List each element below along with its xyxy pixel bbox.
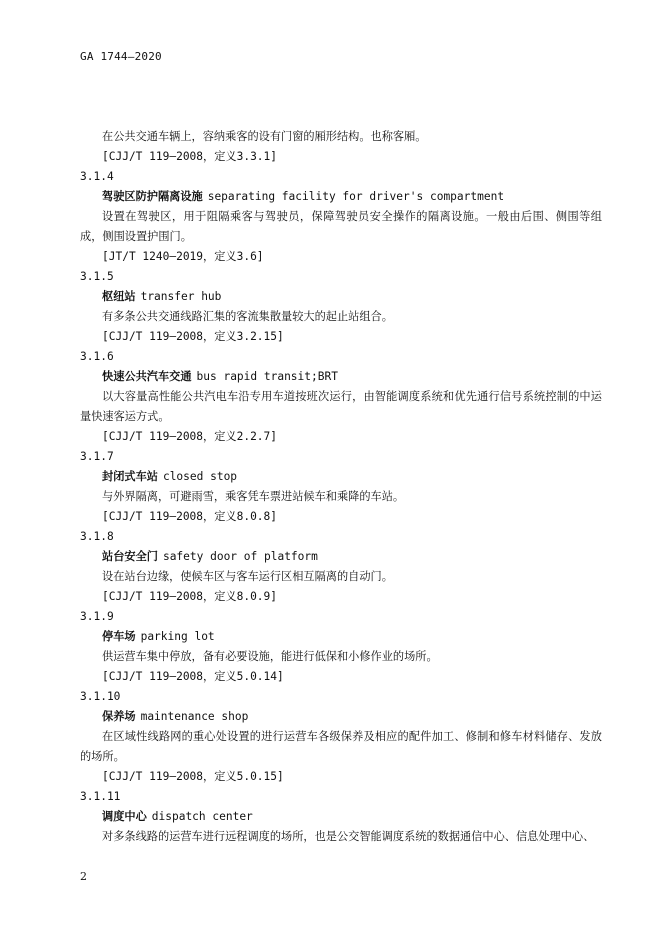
source-reference: [CJJ/T 119—2008，定义8.0.8] bbox=[102, 510, 278, 523]
source-reference: [CJJ/T 119—2008，定义3.2.15] bbox=[102, 330, 284, 343]
term-heading bbox=[80, 707, 602, 727]
term-number: 3.1.7 bbox=[80, 450, 114, 463]
definition-text: 在区域性线路网的重心处设置的进行运营车各级保养及相应的配件加工、修制和修车材料储存、发放的场所。 bbox=[80, 730, 602, 763]
term-english: parking lot bbox=[140, 630, 215, 643]
source-reference: [CJJ/T 119—2008，定义5.0.15] bbox=[102, 770, 284, 783]
definition-text: 设在站台边缘，使候车区与客车运行区相互隔离的自动门。 bbox=[102, 570, 393, 583]
term-english: maintenance shop bbox=[140, 710, 249, 723]
page-number: 2 bbox=[80, 870, 87, 883]
term-number: 3.1.10 bbox=[80, 690, 121, 703]
definition-text: 有多条公共交通线路汇集的客流集散量较大的起止站组合。 bbox=[102, 310, 393, 323]
definition-text: 在公共交通车辆上，容纳乘客的设有门窗的厢形结构。也称客厢。 bbox=[102, 130, 427, 143]
term-heading bbox=[80, 287, 602, 307]
term-chinese: 站台安全门 bbox=[102, 550, 158, 563]
source-reference: [JT/T 1240—2019，定义3.6] bbox=[102, 250, 264, 263]
term-english: safety door of platform bbox=[162, 550, 318, 563]
term-chinese: 快速公共汽车交通 bbox=[102, 370, 192, 383]
definition-text: 对多条线路的运营车进行远程调度的场所，也是公交智能调度系统的数据通信中心、信息处理中心、 bbox=[102, 830, 595, 843]
term-chinese: 停车场 bbox=[102, 630, 136, 643]
term-chinese: 驾驶区防护隔离设施 bbox=[102, 190, 203, 203]
term-number: 3.1.5 bbox=[80, 270, 114, 283]
term-chinese: 封闭式车站 bbox=[102, 470, 158, 483]
terms-section bbox=[80, 127, 602, 847]
term-number: 3.1.6 bbox=[80, 350, 114, 363]
term-chinese: 保养场 bbox=[102, 710, 136, 723]
term-heading bbox=[80, 627, 602, 647]
term-english: transfer hub bbox=[140, 290, 222, 303]
definition-text: 供运营车集中停放，备有必要设施，能进行低保和小修作业的场所。 bbox=[102, 650, 438, 663]
document-id-header: GA 1744—2020 bbox=[80, 50, 162, 63]
term-heading bbox=[80, 187, 602, 207]
term-number: 3.1.4 bbox=[80, 170, 114, 183]
definition-text: 与外界隔离，可避雨雪，乘客凭车票进站候车和乘降的车站。 bbox=[102, 490, 405, 503]
source-reference: [CJJ/T 119—2008，定义5.0.14] bbox=[102, 670, 284, 683]
term-number: 3.1.8 bbox=[80, 530, 114, 543]
term-chinese: 枢纽站 bbox=[102, 290, 136, 303]
term-number: 3.1.9 bbox=[80, 610, 114, 623]
term-english: bus rapid transit;BRT bbox=[196, 370, 338, 383]
source-reference: [CJJ/T 119—2008，定义8.0.9] bbox=[102, 590, 278, 603]
term-english: separating facility for driver's compartment bbox=[207, 190, 505, 203]
term-english: dispatch center bbox=[151, 810, 253, 823]
definition-text: 以大容量高性能公共汽电车沿专用车道按班次运行，由智能调度系统和优先通行信号系统控制的中运量快速客运方式。 bbox=[80, 390, 602, 423]
source-reference: [CJJ/T 119—2008，定义3.3.1] bbox=[102, 150, 278, 163]
term-chinese: 调度中心 bbox=[102, 810, 147, 823]
term-heading bbox=[80, 547, 602, 567]
term-english: closed stop bbox=[162, 470, 238, 483]
term-number: 3.1.11 bbox=[80, 790, 121, 803]
term-heading bbox=[80, 807, 602, 827]
source-reference: [CJJ/T 119—2008，定义2.2.7] bbox=[102, 430, 278, 443]
term-heading bbox=[80, 467, 602, 487]
term-heading bbox=[80, 367, 602, 387]
definition-text: 设置在驾驶区，用于阻隔乘客与驾驶员，保障驾驶员安全操作的隔离设施。一般由后围、侧围等组成，侧围设置护围门。 bbox=[80, 210, 602, 243]
